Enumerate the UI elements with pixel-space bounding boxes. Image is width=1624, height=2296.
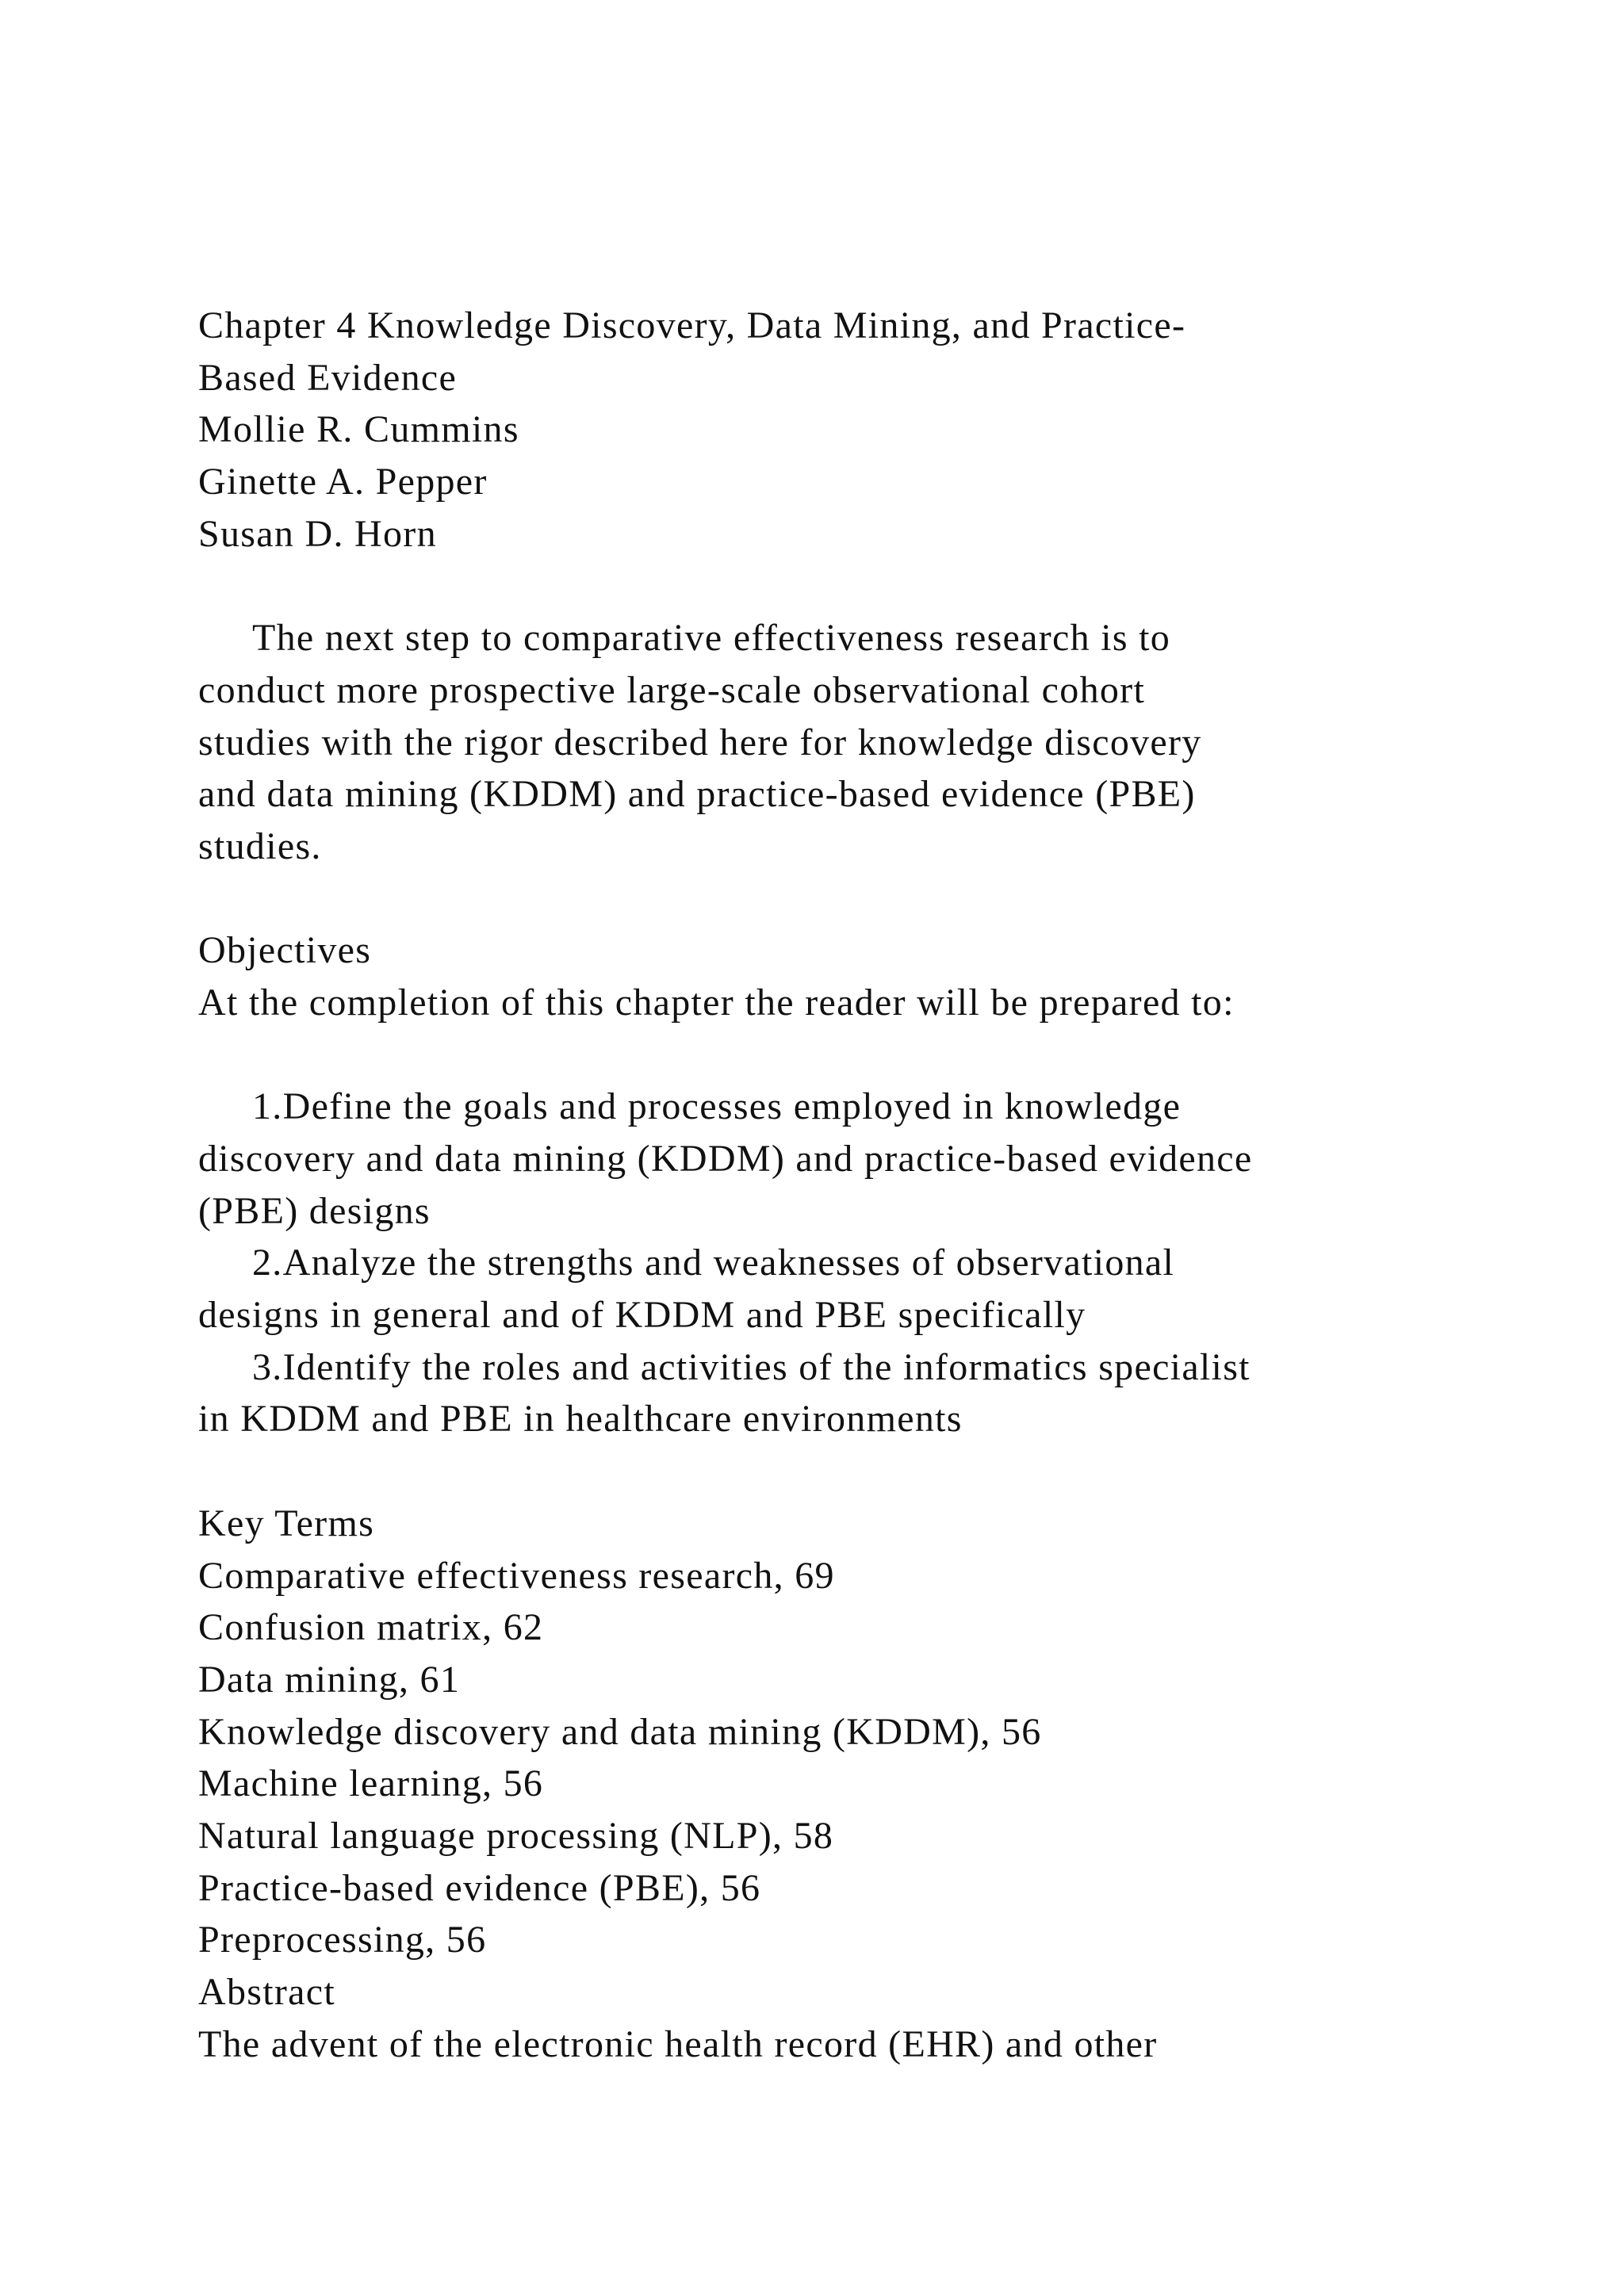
- objective-item: 2.Analyze the strengths and weaknesses of observational: [252, 1242, 1175, 1284]
- key-term: Machine learning, 56: [198, 1762, 544, 1805]
- chapter-title-line-1: Chapter 4 Knowledge Discovery, Data Mining, and Practice-: [198, 304, 1186, 346]
- intro-line: conduct more prospective large-scale observational cohort: [198, 668, 1146, 711]
- key-term: Data mining, 61: [198, 1658, 461, 1701]
- objective-item: 1.Define the goals and processes employed in knowledge: [252, 1085, 1182, 1128]
- document-body: [198, 300, 1546, 2070]
- paragraph-gap: [198, 1029, 1546, 1081]
- intro-line: studies.: [198, 825, 322, 867]
- objective-item-continued: designs in general and of KDDM and PBE specifically: [198, 1294, 1086, 1337]
- objective-item-continued: discovery and data mining (KDDM) and practice-based evidence: [198, 1138, 1253, 1180]
- abstract-heading: Abstract: [198, 1971, 336, 2013]
- objective-item: 3.Identify the roles and activities of the informatics specialist: [252, 1345, 1251, 1388]
- intro-line: studies with the rigor described here for knowledge discovery: [198, 721, 1202, 763]
- author-name: Ginette A. Pepper: [198, 461, 488, 503]
- key-term: Practice-based evidence (PBE), 56: [198, 1866, 761, 1909]
- objective-item-continued: (PBE) designs: [198, 1189, 431, 1232]
- paragraph-gap: [198, 1445, 1546, 1498]
- objective-item-continued: in KDDM and PBE in healthcare environments: [198, 1398, 963, 1441]
- chapter-title-line-2: Based Evidence: [198, 356, 458, 399]
- key-term: Comparative effectiveness research, 69: [198, 1554, 835, 1597]
- objectives-lead: At the completion of this chapter the reader will be prepared to:: [198, 981, 1235, 1024]
- key-term: Confusion matrix, 62: [198, 1606, 544, 1649]
- key-term: Preprocessing, 56: [198, 1919, 487, 1961]
- paragraph-gap: [198, 873, 1546, 925]
- intro-line: The next step to comparative effectiveness research is to: [252, 617, 1171, 660]
- author-name: Mollie R. Cummins: [198, 408, 519, 451]
- intro-line: and data mining (KDDM) and practice-based evidence (PBE): [198, 773, 1196, 816]
- abstract-line: The advent of the electronic health record (EHR) and other: [198, 2022, 1158, 2065]
- author-name: Susan D. Horn: [198, 512, 437, 555]
- key-term: Natural language processing (NLP), 58: [198, 1814, 834, 1857]
- key-term: Knowledge discovery and data mining (KDDM), 56: [198, 1710, 1042, 1753]
- objectives-heading: Objectives: [198, 929, 372, 972]
- key-terms-heading: Key Terms: [198, 1502, 375, 1544]
- paragraph-gap: [198, 560, 1546, 612]
